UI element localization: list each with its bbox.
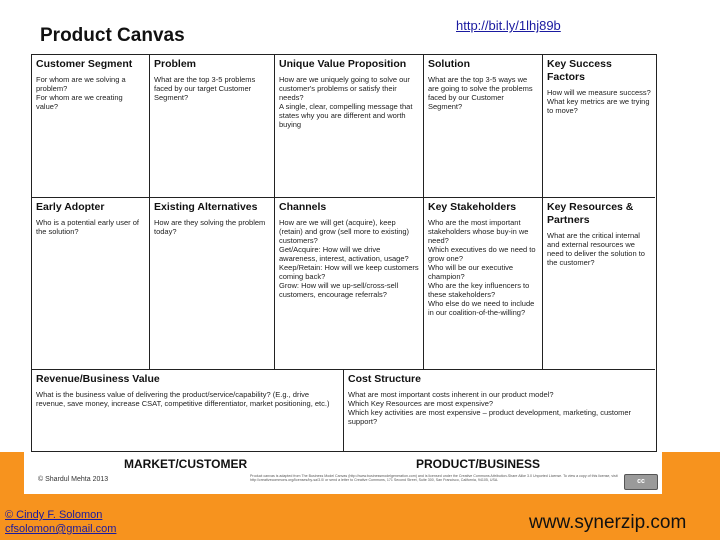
short-url-link[interactable]: http://bit.ly/1lhj89b [456,18,561,33]
cell-title: Cost Structure [348,373,421,385]
cell-customer-segment [32,55,149,197]
cell-body: How are they solving the problem today? [154,218,266,236]
section-label-product-business: PRODUCT/BUSINESS [416,457,541,471]
cell-body: How will we measure success? What key metrics are we trying to move? [547,88,651,115]
cell-early-adopter [32,197,149,369]
cell-unique-value-proposition [274,55,423,197]
cell-title: Key Success Factors [547,58,612,83]
cell-title: Existing Alternatives [154,201,258,213]
product-canvas-grid [31,54,657,452]
cell-title: Channels [279,201,327,213]
cell-title: Unique Value Proposition [279,58,407,70]
cell-solution [423,55,542,197]
cell-title: Problem [154,58,197,70]
cell-revenue-business-value [32,369,343,451]
cell-body: What is the business value of delivering the product/service/capability? (E.g., drive revenue, save money, increase CSAT, competitive differentiator, market positioning, etc.) [36,390,330,408]
creative-commons-icon: cc [624,474,658,490]
author-credit [5,508,116,536]
cell-key-success-factors [542,55,655,197]
website-url: www.synerzip.com [529,512,687,533]
cell-body: How are we will get (acquire), keep (retain) and grow (sell more to existing) customers? Get/Acquire: How will we drive awareness, interest, activation, usage? Keep/Retain: How will we keep customers coming back? Grow: How will we up-sell/cross-sell customers, encourage referrals? [279,218,419,299]
cell-body: What are the top 3-5 problems faced by our target Customer Segment? [154,75,256,102]
cell-key-stakeholders [423,197,542,369]
cell-title: Revenue/Business Value [36,373,160,385]
cell-body: Who are the most important stakeholders whose buy-in we need? Which executives do we need to grow one? Who will be our executive champion? Who are the key influencers to these stakeholders? Who else do we need to include in our coalition-of-the-willing? [428,218,536,317]
cell-title: Customer Segment [36,58,133,70]
cell-channels [274,197,423,369]
cell-cost-structure [343,369,655,451]
cell-title: Key Stakeholders [428,201,517,213]
section-label-market-customer: MARKET/CUSTOMER [124,457,248,471]
canvas-title: Product Canvas [40,25,185,46]
cell-key-resources-partners [542,197,655,369]
cell-body: What are the top 3-5 ways we are going to solve the problems faced by our Customer Segment? [428,75,533,111]
cell-title: Early Adopter [36,201,105,213]
license-fineprint: Product canvas is adapted from The Business Model Canvas (http://www.businessmodelgeneration.com) and is licensed under the Creative Commons Attribution-Share Alike 3.0 Unported License. To view a copy of this license, visit http://creativecommons.org/licenses/by-sa/3.0/ or send a letter to Creative Commons, 171 Second Street, Suite 300, San Francisco, California, 94105, USA. [250,474,618,483]
cell-title: Key Resources & Partners [547,201,634,226]
author-name-link[interactable]: © Cindy F. Solomon [5,509,103,521]
cell-body: What are most important costs inherent in our product model? Which Key Resources are most expensive? Which key activities are most expensive – product development, marketing, customer support? [348,390,632,426]
cell-existing-alternatives [149,197,274,369]
cell-body: Who is a potential early user of the solution? [36,218,139,236]
author-email-link[interactable]: cfsolomon@gmail.com [5,523,117,535]
cell-body: For whom are we solving a problem? For whom are we creating value? [36,75,126,111]
cell-body: How are we uniquely going to solve our customer's problems or satisfy their needs? A single, clear, compelling message that states why you are different and worth buying [279,75,413,129]
canvas-copyright: © Shardul Mehta 2013 [38,476,109,483]
cell-title: Solution [428,58,470,70]
cell-problem [149,55,274,197]
cell-body: What are the critical internal and external resources we need to deliver the solution to the customer? [547,231,645,267]
